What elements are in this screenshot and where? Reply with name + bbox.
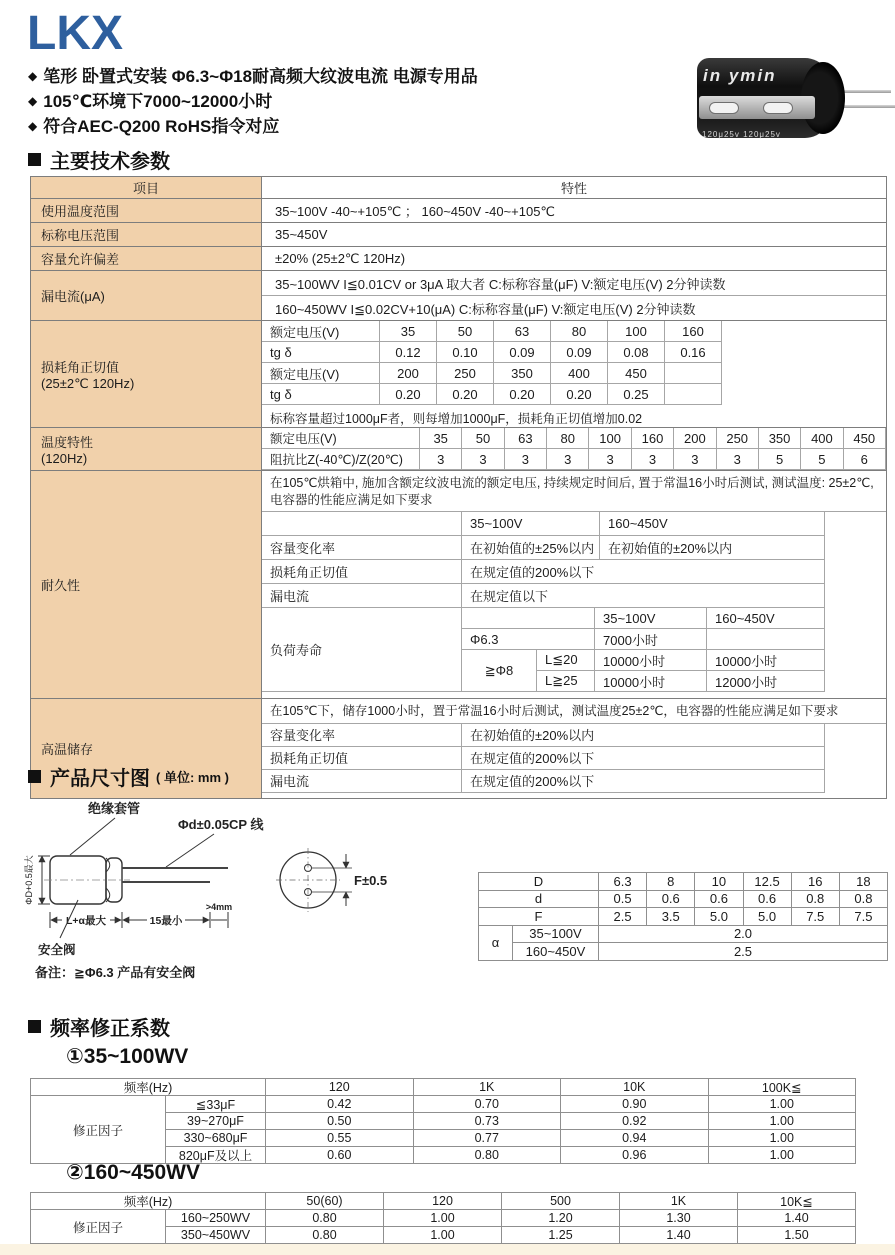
table-cell: 450 bbox=[608, 363, 665, 384]
row-value bbox=[262, 471, 886, 698]
table-cell: 1.40 bbox=[620, 1227, 738, 1244]
table-cell: 0.6 bbox=[695, 891, 743, 909]
table-cell: 330~680μF bbox=[166, 1130, 266, 1147]
feature-bullet bbox=[28, 64, 478, 89]
table-cell: ≦33μF bbox=[166, 1096, 266, 1113]
row-label: 高温储存 bbox=[31, 699, 262, 798]
row-temp-range bbox=[31, 198, 886, 222]
table-cell: 250 bbox=[717, 428, 759, 449]
table-cell: 35 bbox=[380, 321, 437, 342]
table-cell: 漏电流 bbox=[262, 770, 462, 793]
table-cell: 820μF及以上 bbox=[166, 1147, 266, 1164]
table-cell: 120 bbox=[384, 1193, 502, 1210]
table-cell: 80 bbox=[547, 428, 589, 449]
table-cell: 0.77 bbox=[414, 1130, 562, 1147]
table-cell: 35~100V bbox=[513, 926, 599, 944]
table-cell: 10000小时 bbox=[595, 671, 707, 692]
table-cell: 3 bbox=[462, 449, 504, 470]
feature-bullet bbox=[28, 114, 478, 139]
table-cell: 0.25 bbox=[608, 384, 665, 405]
row-value bbox=[262, 271, 886, 320]
tan-delta-table bbox=[262, 321, 722, 405]
table-cell: 1.40 bbox=[738, 1210, 856, 1227]
freq-table1-title: ①35~100WV bbox=[66, 1045, 189, 1068]
table-cell: 1.00 bbox=[709, 1147, 857, 1164]
table-cell: 漏电流 bbox=[262, 584, 462, 608]
table-cell: 0.20 bbox=[380, 384, 437, 405]
table-row bbox=[262, 449, 886, 470]
table-cell: 1.20 bbox=[502, 1210, 620, 1227]
table-cell: 160 bbox=[632, 428, 674, 449]
row-value: 35~450V bbox=[275, 227, 328, 242]
table-cell: 0.73 bbox=[414, 1113, 562, 1130]
unit-label: ( 单位: mm ) bbox=[156, 770, 229, 785]
table-cell: 频率(Hz) bbox=[31, 1079, 266, 1096]
table-cell: tg δ bbox=[262, 384, 380, 405]
feature-text: 符合AEC-Q200 RoHS指令对应 bbox=[43, 117, 280, 136]
table-cell: α bbox=[479, 926, 513, 961]
table-cell: 250 bbox=[437, 363, 494, 384]
row-value bbox=[262, 321, 886, 427]
table-cell: 0.09 bbox=[494, 342, 551, 363]
table-cell: 35 bbox=[420, 428, 462, 449]
storage-table bbox=[262, 723, 886, 793]
table-cell bbox=[707, 629, 825, 650]
sleeve-label: 绝缘套管 bbox=[88, 801, 141, 816]
table-cell: 12.5 bbox=[744, 873, 792, 891]
table-cell: 0.08 bbox=[608, 342, 665, 363]
table-cell: 损耗角正切值 bbox=[262, 560, 462, 584]
capacitor-brand-text: in ymin bbox=[703, 66, 777, 85]
table-cell: 额定电压(V) bbox=[262, 428, 420, 449]
table-cell: d bbox=[479, 891, 599, 909]
table-cell: 1.00 bbox=[709, 1113, 857, 1130]
table-cell: 额定电压(V) bbox=[262, 321, 380, 342]
temp-char-table bbox=[262, 428, 886, 470]
table-cell: 350 bbox=[494, 363, 551, 384]
table-cell: 35~100V bbox=[462, 512, 600, 536]
table-cell: 0.6 bbox=[647, 891, 695, 909]
table-cell: 10000小时 bbox=[707, 650, 825, 671]
table-row bbox=[262, 384, 722, 405]
row-tan-delta bbox=[31, 320, 886, 427]
diamond-icon: ◆ bbox=[28, 119, 38, 133]
table-cell: 0.10 bbox=[437, 342, 494, 363]
row-leakage bbox=[31, 270, 886, 320]
table-cell: 1.50 bbox=[738, 1227, 856, 1244]
table-cell: 在规定值的200%以下 bbox=[462, 560, 825, 584]
table-cell: 0.20 bbox=[494, 384, 551, 405]
table-cell bbox=[665, 363, 722, 384]
table-cell: 修正因子 bbox=[31, 1210, 166, 1244]
length-label: L+α最大 bbox=[65, 915, 107, 927]
table-cell: 39~270μF bbox=[166, 1113, 266, 1130]
table-cell: L≦20 bbox=[537, 650, 595, 671]
table-cell: 200 bbox=[380, 363, 437, 384]
row-label: 使用温度范围 bbox=[31, 199, 262, 222]
table-row bbox=[262, 342, 722, 363]
table-cell: 400 bbox=[551, 363, 608, 384]
row-label: 容量允许偏差 bbox=[31, 247, 262, 270]
square-bullet-icon bbox=[28, 153, 41, 166]
table-row bbox=[262, 428, 886, 449]
label-line2: (120Hz) bbox=[41, 451, 88, 466]
feature-bullet bbox=[28, 89, 478, 114]
table-cell: 100 bbox=[608, 321, 665, 342]
row-value: 35~100V -40~+105℃ ； 160~450V -40~+105℃ bbox=[275, 204, 556, 219]
table-cell: 2.0 bbox=[599, 926, 888, 944]
table-cell: 3 bbox=[420, 449, 462, 470]
label-line2: (25±2℃ 120Hz) bbox=[41, 375, 135, 391]
table-cell: L≧25 bbox=[537, 671, 595, 692]
storage-intro: 在105℃下，储存1000小时，置于常温16小时后测试，测试温度25±2℃，电容器的性能应满足如下要求 bbox=[270, 704, 839, 718]
table-cell: 450 bbox=[844, 428, 886, 449]
square-bullet-icon bbox=[28, 1020, 41, 1033]
lead-min-label: 15最小 bbox=[149, 915, 183, 927]
endurance-intro: 在105℃烘箱中, 施加含额定纹波电流的额定电压, 持续规定时间后, 置于常温16小时后测试, 测试温度: 25±2℃, 电容器的性能应满足如下要求 bbox=[270, 476, 874, 507]
table-row bbox=[262, 363, 722, 384]
table-cell: 3 bbox=[589, 449, 631, 470]
lead-tip-label: >4mm bbox=[205, 902, 233, 912]
section-title: 产品尺寸图 bbox=[50, 768, 150, 790]
freq-table-1 bbox=[30, 1078, 856, 1164]
table-cell: 50(60) bbox=[266, 1193, 384, 1210]
table-cell: F bbox=[479, 908, 599, 926]
dimension-table bbox=[478, 872, 888, 961]
table-cell: 6 bbox=[844, 449, 886, 470]
label-line1: 温度特性 bbox=[41, 435, 94, 450]
table-cell: 0.8 bbox=[792, 891, 840, 909]
table-cell: 3 bbox=[505, 449, 547, 470]
table-cell: 0.94 bbox=[561, 1130, 709, 1147]
square-bullet-icon bbox=[28, 770, 41, 783]
table-header-row bbox=[31, 177, 886, 198]
capacitor-band bbox=[699, 96, 815, 119]
table-cell: 1.00 bbox=[709, 1096, 857, 1113]
table-cell: 63 bbox=[494, 321, 551, 342]
table-cell: 12000小时 bbox=[707, 671, 825, 692]
table-cell: 0.55 bbox=[266, 1130, 414, 1147]
table-cell: 160~450V bbox=[513, 943, 599, 961]
table-cell: 0.70 bbox=[414, 1096, 562, 1113]
valve-label: 安全阀 bbox=[38, 943, 76, 957]
table-cell: 0.80 bbox=[414, 1147, 562, 1164]
row-temp-char bbox=[31, 427, 886, 470]
feature-text: 笔形 卧置式安装 Φ6.3~Φ18耐高频大纹波电流 电源专用品 bbox=[43, 67, 478, 86]
row-label: 标称电压范围 bbox=[31, 223, 262, 246]
table-cell: 1K bbox=[414, 1079, 562, 1096]
table-cell: 在规定值的200%以下 bbox=[462, 747, 825, 770]
f-dimension-label: F±0.5 bbox=[354, 873, 388, 888]
table-cell: 8 bbox=[647, 873, 695, 891]
table-cell: 7000小时 bbox=[595, 629, 707, 650]
table-cell: 2.5 bbox=[599, 943, 888, 961]
table-cell: 0.50 bbox=[266, 1113, 414, 1130]
tan-delta-note: 标称容量超过1000μF者，则每增加1000μF，损耗角正切值增加0.02 bbox=[270, 412, 643, 426]
table-cell: ≧Φ8 bbox=[462, 650, 537, 692]
table-cell: 5.0 bbox=[695, 908, 743, 926]
section-title: 频率修正系数 bbox=[50, 1018, 170, 1040]
table-cell: 0.60 bbox=[266, 1147, 414, 1164]
table-cell: 0.42 bbox=[266, 1096, 414, 1113]
label-line1: 损耗角正切值 bbox=[41, 359, 120, 375]
table-cell: D bbox=[479, 873, 599, 891]
table-cell: 0.5 bbox=[599, 891, 647, 909]
row-label bbox=[31, 428, 262, 470]
table-cell bbox=[462, 608, 595, 629]
table-cell: 50 bbox=[437, 321, 494, 342]
table-cell: 50 bbox=[462, 428, 504, 449]
table-cell: 3 bbox=[674, 449, 716, 470]
table-cell: 80 bbox=[551, 321, 608, 342]
lead-label: Φd±0.05CP 线 bbox=[178, 817, 264, 832]
table-cell: 负荷寿命 bbox=[262, 608, 462, 692]
table-cell: 160~450V bbox=[600, 512, 825, 536]
product-photo bbox=[697, 56, 895, 144]
row-value bbox=[262, 699, 886, 798]
table-cell: 1K bbox=[620, 1193, 738, 1210]
table-cell: 35~100V bbox=[595, 608, 707, 629]
row-label: 漏电流(μA) bbox=[31, 271, 262, 320]
section-tech-params bbox=[28, 145, 170, 174]
table-cell: 容量变化率 bbox=[262, 724, 462, 747]
table-cell: 63 bbox=[505, 428, 547, 449]
capacitor-marking-text: 120μ25v 120μ25v bbox=[702, 130, 781, 139]
row-voltage-range bbox=[31, 222, 886, 246]
table-cell: 在初始值的±25%以内 bbox=[462, 536, 600, 560]
table-cell: 1.25 bbox=[502, 1227, 620, 1244]
brand-logo: LKX bbox=[27, 7, 123, 60]
table-cell: Φ6.3 bbox=[462, 629, 595, 650]
table-cell: 0.6 bbox=[744, 891, 792, 909]
table-cell: 1.00 bbox=[709, 1130, 857, 1147]
table-cell: 5.0 bbox=[744, 908, 792, 926]
vent-pad bbox=[763, 102, 793, 114]
feature-bullets bbox=[28, 64, 478, 139]
table-cell: 1.00 bbox=[384, 1210, 502, 1227]
header-characteristic: 特性 bbox=[560, 181, 587, 196]
table-cell: 120 bbox=[266, 1079, 414, 1096]
table-cell: 100K≦ bbox=[709, 1079, 857, 1096]
table-cell: 0.80 bbox=[266, 1210, 384, 1227]
table-cell: 在初始值的±20%以内 bbox=[600, 536, 825, 560]
table-cell bbox=[262, 512, 462, 536]
diamond-icon: ◆ bbox=[28, 69, 38, 83]
footer-accent-bar bbox=[0, 1244, 895, 1255]
table-cell: 10K≦ bbox=[738, 1193, 856, 1210]
leakage-line1: 35~100WV I≦0.01CV or 3μA 取大者 C:标称容量(μF) V:额定电压(V) 2分钟读数 bbox=[275, 276, 726, 292]
table-cell: 额定电压(V) bbox=[262, 363, 380, 384]
table-cell: 损耗角正切值 bbox=[262, 747, 462, 770]
table-cell: 在规定值的200%以下 bbox=[462, 770, 825, 793]
tech-params-table bbox=[30, 176, 887, 799]
table-cell: 5 bbox=[801, 449, 843, 470]
table-cell: 6.3 bbox=[599, 873, 647, 891]
table-cell: 7.5 bbox=[840, 908, 888, 926]
table-cell: 400 bbox=[801, 428, 843, 449]
table-cell: 0.20 bbox=[551, 384, 608, 405]
table-cell: 0.09 bbox=[551, 342, 608, 363]
table-cell: 2.5 bbox=[599, 908, 647, 926]
row-value: ±20% (25±2℃ 120Hz) bbox=[275, 250, 406, 266]
table-row bbox=[262, 321, 722, 342]
row-label: 耐久性 bbox=[31, 471, 262, 698]
table-cell: 5 bbox=[759, 449, 801, 470]
table-cell: 0.80 bbox=[266, 1227, 384, 1244]
table-cell: 3 bbox=[547, 449, 589, 470]
table-cell: 0.96 bbox=[561, 1147, 709, 1164]
table-cell: 0.16 bbox=[665, 342, 722, 363]
table-cell: 频率(Hz) bbox=[31, 1193, 266, 1210]
dimension-note: 备注：≧Φ6.3 产品有安全阀 bbox=[35, 965, 196, 980]
table-cell: 3 bbox=[632, 449, 674, 470]
feature-text: 105℃环境下7000~12000小时 bbox=[43, 92, 273, 111]
table-cell bbox=[665, 384, 722, 405]
table-cell: 350~450WV bbox=[166, 1227, 266, 1244]
table-cell: 200 bbox=[674, 428, 716, 449]
table-cell: 10 bbox=[695, 873, 743, 891]
row-tolerance bbox=[31, 246, 886, 270]
diameter-label: ΦD+0.5最大 bbox=[24, 855, 34, 905]
table-cell: 0.20 bbox=[437, 384, 494, 405]
table-cell: 修正因子 bbox=[31, 1096, 166, 1164]
table-cell: 0.92 bbox=[561, 1113, 709, 1130]
table-cell: 500 bbox=[502, 1193, 620, 1210]
freq-table2-title: ②160~450WV bbox=[66, 1161, 200, 1184]
table-cell: 18 bbox=[840, 873, 888, 891]
load-life-table bbox=[262, 608, 886, 692]
section-freq-correction bbox=[28, 1012, 170, 1041]
table-cell: 1.00 bbox=[384, 1227, 502, 1244]
table-cell: 100 bbox=[589, 428, 631, 449]
table-cell: 1.30 bbox=[620, 1210, 738, 1227]
table-cell: 10K bbox=[561, 1079, 709, 1096]
endurance-table bbox=[262, 511, 886, 608]
table-cell: 10000小时 bbox=[595, 650, 707, 671]
section-dimensions bbox=[28, 762, 229, 791]
freq-table-2 bbox=[30, 1192, 856, 1244]
row-value bbox=[262, 428, 886, 470]
table-cell: 350 bbox=[759, 428, 801, 449]
vent-pad bbox=[709, 102, 739, 114]
table-cell: tg δ bbox=[262, 342, 380, 363]
table-cell: 3.5 bbox=[647, 908, 695, 926]
diamond-icon: ◆ bbox=[28, 94, 38, 108]
table-cell: 0.12 bbox=[380, 342, 437, 363]
table-cell: 3 bbox=[717, 449, 759, 470]
table-cell: 16 bbox=[792, 873, 840, 891]
table-cell: 160~250WV bbox=[166, 1210, 266, 1227]
table-cell: 0.8 bbox=[840, 891, 888, 909]
table-cell: 160~450V bbox=[707, 608, 825, 629]
table-cell: 0.90 bbox=[561, 1096, 709, 1113]
section-title: 主要技术参数 bbox=[50, 151, 170, 173]
table-cell: 容量变化率 bbox=[262, 536, 462, 560]
table-cell: 在初始值的±20%以内 bbox=[462, 724, 825, 747]
table-cell: 在规定值以下 bbox=[462, 584, 825, 608]
leakage-line2: 160~450WV I≦0.02CV+10(μA) C:标称容量(μF) V:额定电压(V) 2分钟读数 bbox=[262, 295, 886, 320]
table-cell: 160 bbox=[665, 321, 722, 342]
table-cell: 阻抗比Z(-40℃)/Z(20℃) bbox=[262, 449, 420, 470]
dimension-drawing bbox=[18, 788, 478, 985]
row-label bbox=[31, 321, 262, 427]
row-endurance bbox=[31, 470, 886, 698]
header-item: 项目 bbox=[31, 177, 262, 198]
table-cell: 7.5 bbox=[792, 908, 840, 926]
